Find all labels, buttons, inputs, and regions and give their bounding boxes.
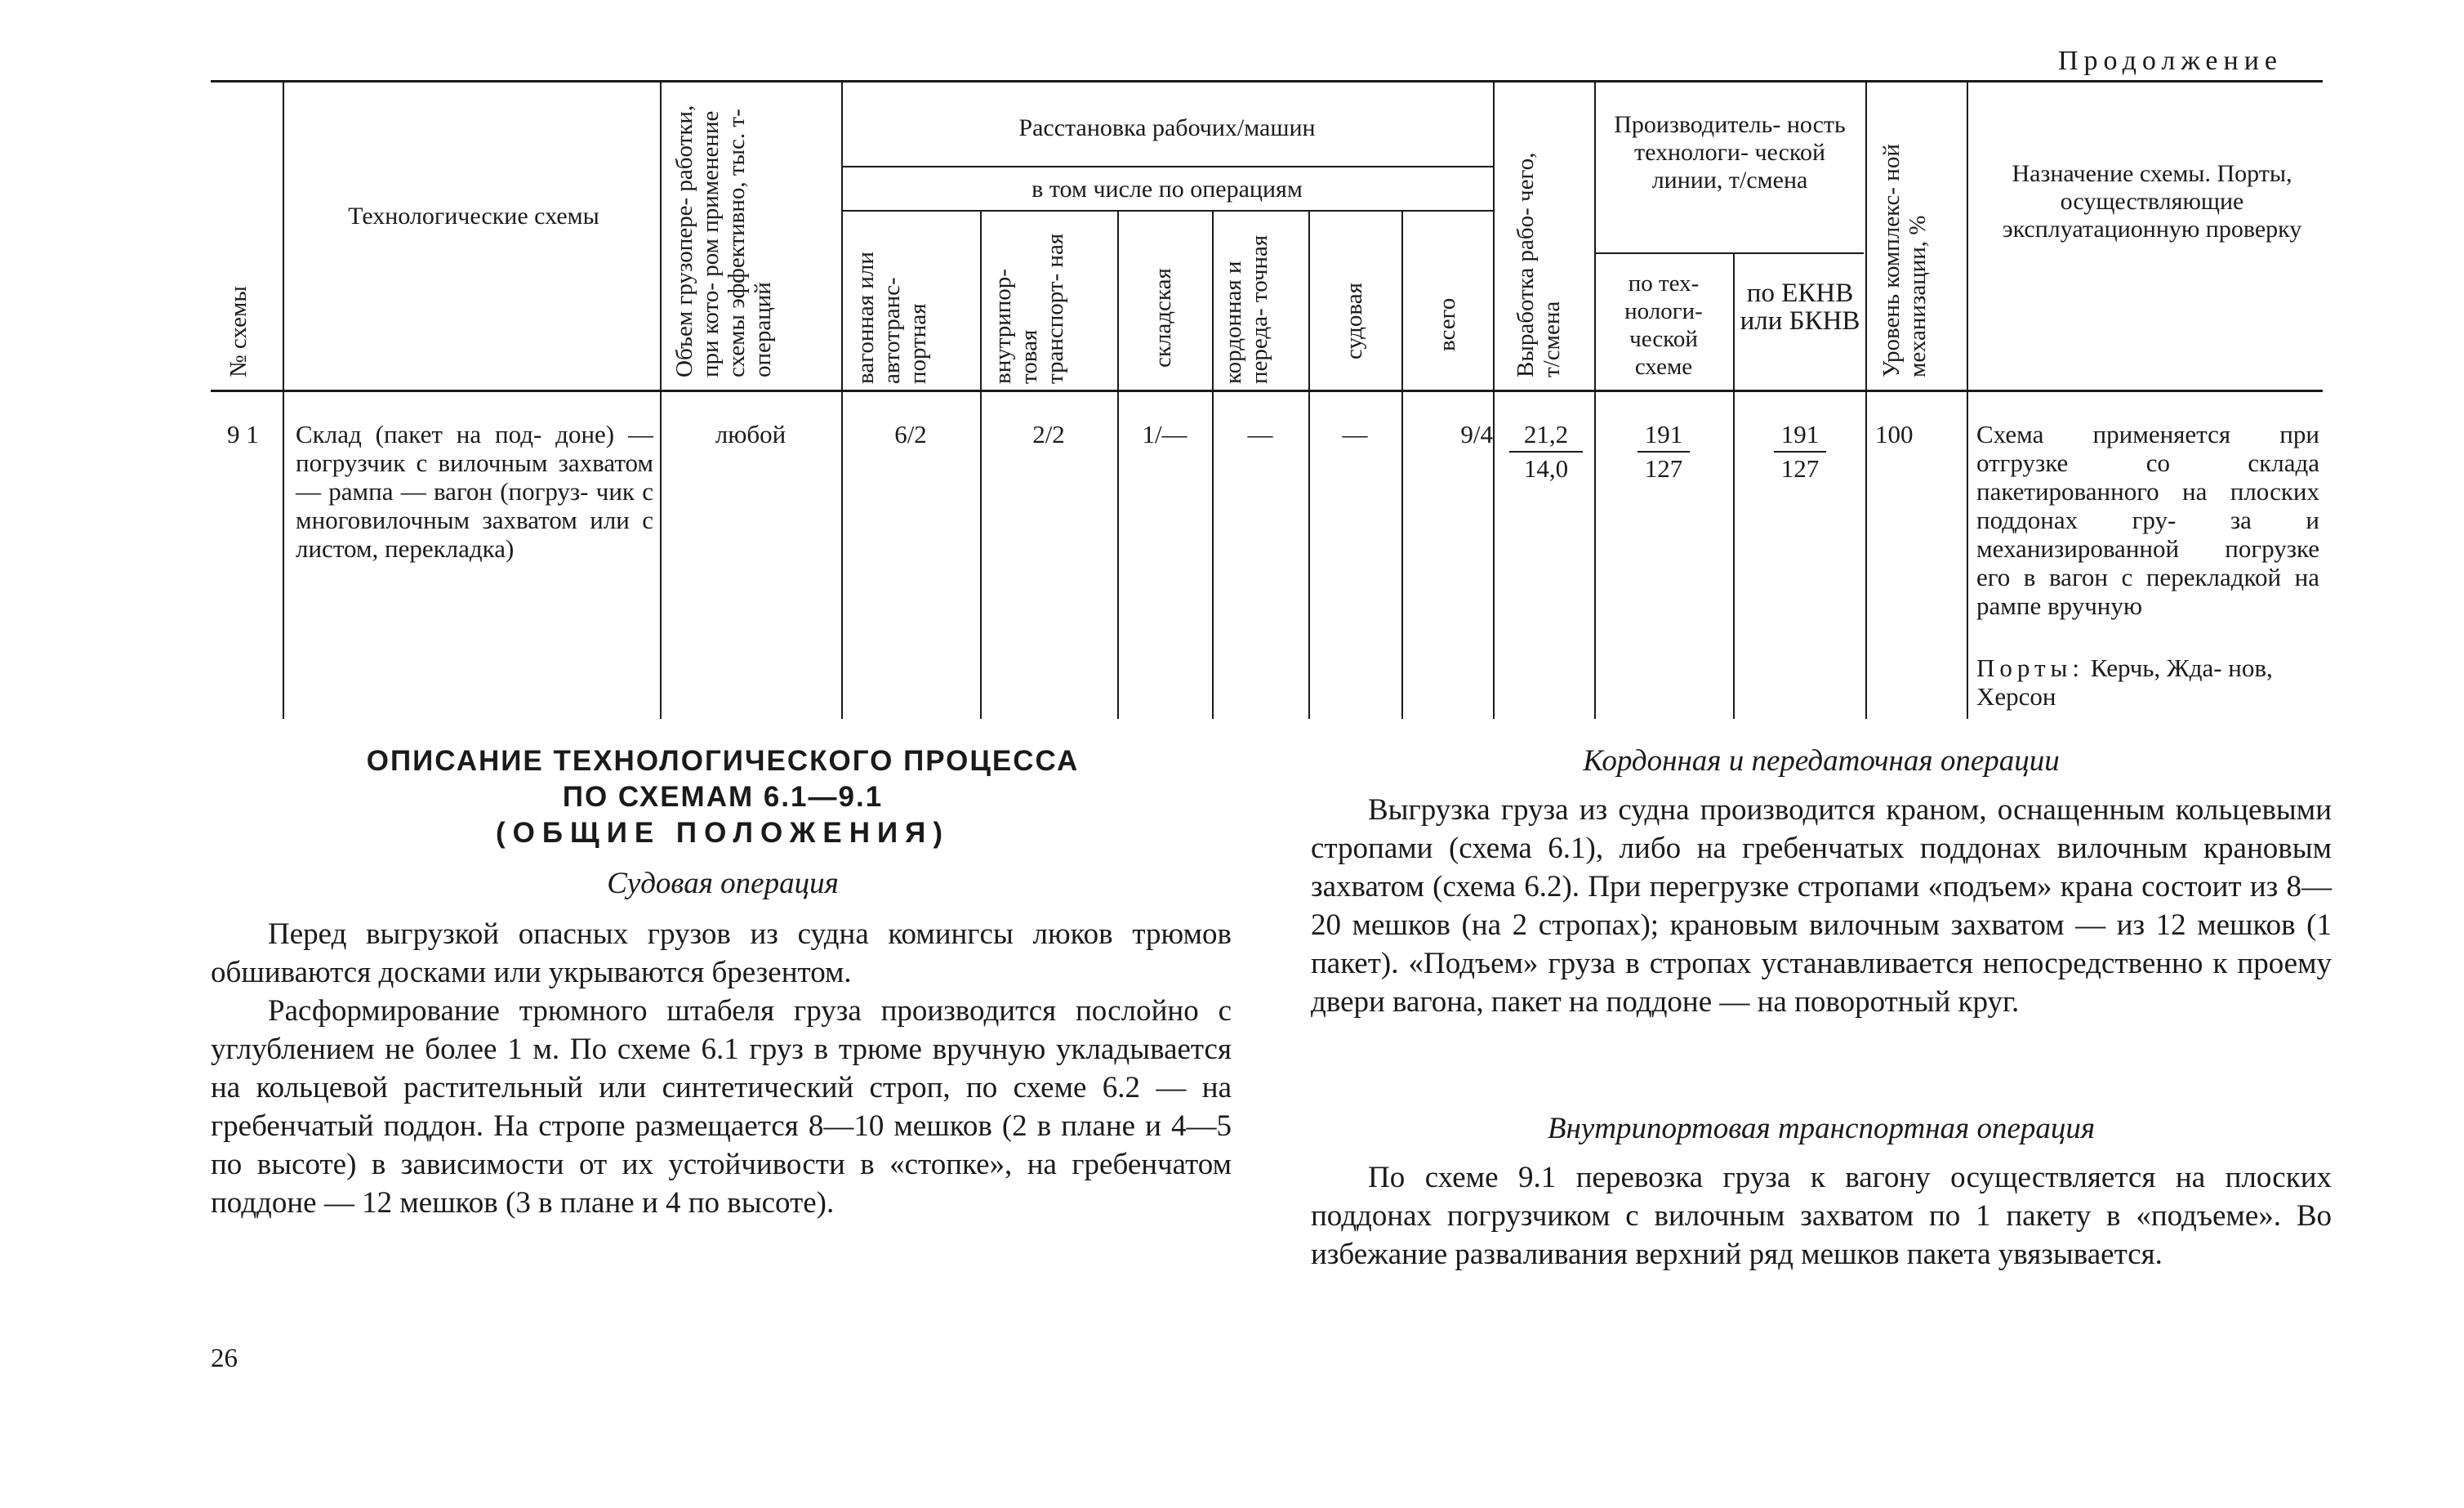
row-ports-text: Керчь, Жда- нов, Херсон	[1976, 654, 2273, 711]
row-scheme-number: 9 1	[227, 420, 259, 448]
right-body-2	[1311, 1158, 2332, 1274]
header-technological-schemes: Технологические схемы	[348, 203, 599, 230]
row-op-wagon: 6/2	[894, 420, 927, 448]
row-volume: любой	[715, 420, 786, 448]
col-sep-4	[980, 211, 982, 719]
header-op-ship: судовая	[1341, 283, 1367, 359]
header-volume: Объем грузопере- работки, при кото- ром применение схемы эффективно, тыс. т-операций	[671, 105, 776, 377]
row-purpose-text: Схема применяется при отгрузке со склада пакетированного на плоских поддонах гру- за и механизированной погрузке его в вагон с перекладкой на рампе вручную	[1976, 420, 2319, 620]
left-subheading-ship-operation: Судовая операция	[607, 867, 839, 900]
row-ports	[1976, 654, 2319, 711]
row-eknv-fraction	[1774, 420, 1826, 484]
table-header-rule	[211, 390, 2323, 392]
row-scheme-text: Склад (пакет на под- доне) — погрузчик с вилочным захватом — рампа — вагон (погруз- чик с многовилочным захватом или с листом, перекладка)	[296, 420, 653, 563]
header-op-total: всего	[1434, 297, 1460, 351]
row-op-cordon: —	[1247, 420, 1273, 448]
header-op-warehouse: складская	[1150, 268, 1176, 368]
right-subheading-internal-transport: Внутрипортовая транспортная операция	[1547, 1112, 2096, 1145]
header-scheme-number: № схемы	[225, 286, 252, 377]
col-sep-6	[1212, 211, 1214, 719]
col-sep-7	[1308, 211, 1310, 719]
incl-ops-subrule	[841, 210, 1493, 212]
row-op-warehouse: 1/—	[1142, 420, 1187, 448]
placement-subrule	[841, 166, 1493, 167]
col-sep-2	[660, 82, 662, 719]
right-paragraph-1: Выгрузка груза из судна производится краном, оснащенным кольцевыми стропами (схема 6.1), либо на гребенчатых поддонах вилочным крановым захватом (схема 6.2). При перегрузке стропами «подъем» крана состоит из 8—20 мешков (на 2 стропах); крановым вилочным захватом — из 12 мешков (1 пакет). «Подъем» груза в стропах устанавливается непосредственно к проему двери вагона, пакет на поддоне — на поворотный круг.	[1311, 793, 2332, 1019]
col-sep-11	[1733, 253, 1735, 719]
row-output-fraction	[1509, 420, 1583, 484]
col-sep-10	[1594, 82, 1596, 719]
col-sep-13	[1967, 82, 1968, 719]
section-title-line2: ПО СХЕМАМ 6.1—9.1	[562, 781, 884, 813]
right-body-1	[1311, 791, 2332, 1021]
header-prod-eknv: по ЕКНВ или БКНВ	[1740, 279, 1860, 336]
row-op-ship: —	[1342, 420, 1368, 448]
header-productivity: Производитель- ность технологи- ческой линии, т/смена	[1614, 111, 1846, 194]
right-subheading-cordon: Кордонная и передаточная операции	[1583, 744, 2060, 778]
row-output-top: 21,2	[1509, 420, 1583, 453]
header-placement: Расстановка рабочих/машин	[1018, 114, 1316, 141]
row-mech-level: 100	[1875, 420, 1914, 448]
header-mech-level: Уровень комплекс- ной механизации, %	[1878, 144, 1931, 377]
header-op-wagon: вагонная или автотранс- портная	[853, 252, 931, 384]
col-sep-9	[1493, 82, 1495, 719]
page-number: 26	[211, 1344, 238, 1373]
row-eknv-top: 191	[1774, 420, 1826, 453]
header-op-internal: внутрипор- товая транспорт- ная	[990, 233, 1068, 384]
row-scheme-top: 191	[1637, 420, 1690, 453]
col-sep-5	[1117, 211, 1119, 719]
row-op-internal: 2/2	[1032, 420, 1065, 448]
row-eknv-bottom: 127	[1780, 454, 1820, 483]
header-incl-ops: в том числе по операциям	[1031, 176, 1303, 203]
header-purpose: Назначение схемы. Порты, осуществляющие эксплуатационную проверку	[2002, 160, 2302, 243]
right-paragraph-2: По схеме 9.1 перевозка груза к вагону осуществляется на плоских поддонах погрузчиком с вилочным захватом по 1 пакету в «подъеме». Во избежание разваливания верхний ряд мешков пакета увязывается.	[1311, 1161, 2332, 1271]
col-sep-8	[1401, 211, 1403, 719]
header-prod-scheme: по тех- нологи- ческой схеме	[1624, 270, 1703, 380]
row-op-total: 9/4	[1460, 420, 1493, 448]
section-title-line1: ОПИСАНИЕ ТЕХНОЛОГИЧЕСКОГО ПРОЦЕССА	[366, 745, 1080, 777]
section-title-line3: (ОБЩИЕ ПОЛОЖЕНИЯ)	[496, 817, 950, 849]
left-body	[211, 915, 1232, 1222]
row-scheme-bottom: 127	[1644, 454, 1683, 483]
header-op-cordon: кордонная и переда- точная	[1220, 234, 1272, 384]
row-output-bottom: 14,0	[1523, 454, 1569, 483]
header-output: Выработка рабо- чего, т/смена	[1513, 152, 1565, 377]
table-top-rule	[211, 80, 2323, 83]
productivity-subrule	[1594, 252, 1864, 254]
row-ports-label: Порты:	[1976, 654, 2084, 682]
col-sep-1	[283, 82, 284, 719]
left-paragraph-2: Расформирование трюмного штабеля груза производится послойно с углублением не более 1 м. По схеме 6.1 груз в трюме вручную укладывается на кольцевой растительный или синтетический строп, по схеме 6.2 — на гребенчатый поддон. На стропе размещается 8—10 мешков (2 в плане и 4—5 по высоте) в зависимости от их устойчивости в «стопке», на гребенчатом поддоне — 12 мешков (3 в плане и 4 по высоте).	[211, 994, 1232, 1220]
continuation-label: Продолжение	[2058, 46, 2284, 76]
row-scheme-fraction	[1637, 420, 1690, 484]
left-paragraph-1: Перед выгрузкой опасных грузов из судна комингсы люков трюмов обшиваются досками или укрываются брезентом.	[211, 917, 1232, 989]
col-sep-12	[1865, 82, 1867, 719]
